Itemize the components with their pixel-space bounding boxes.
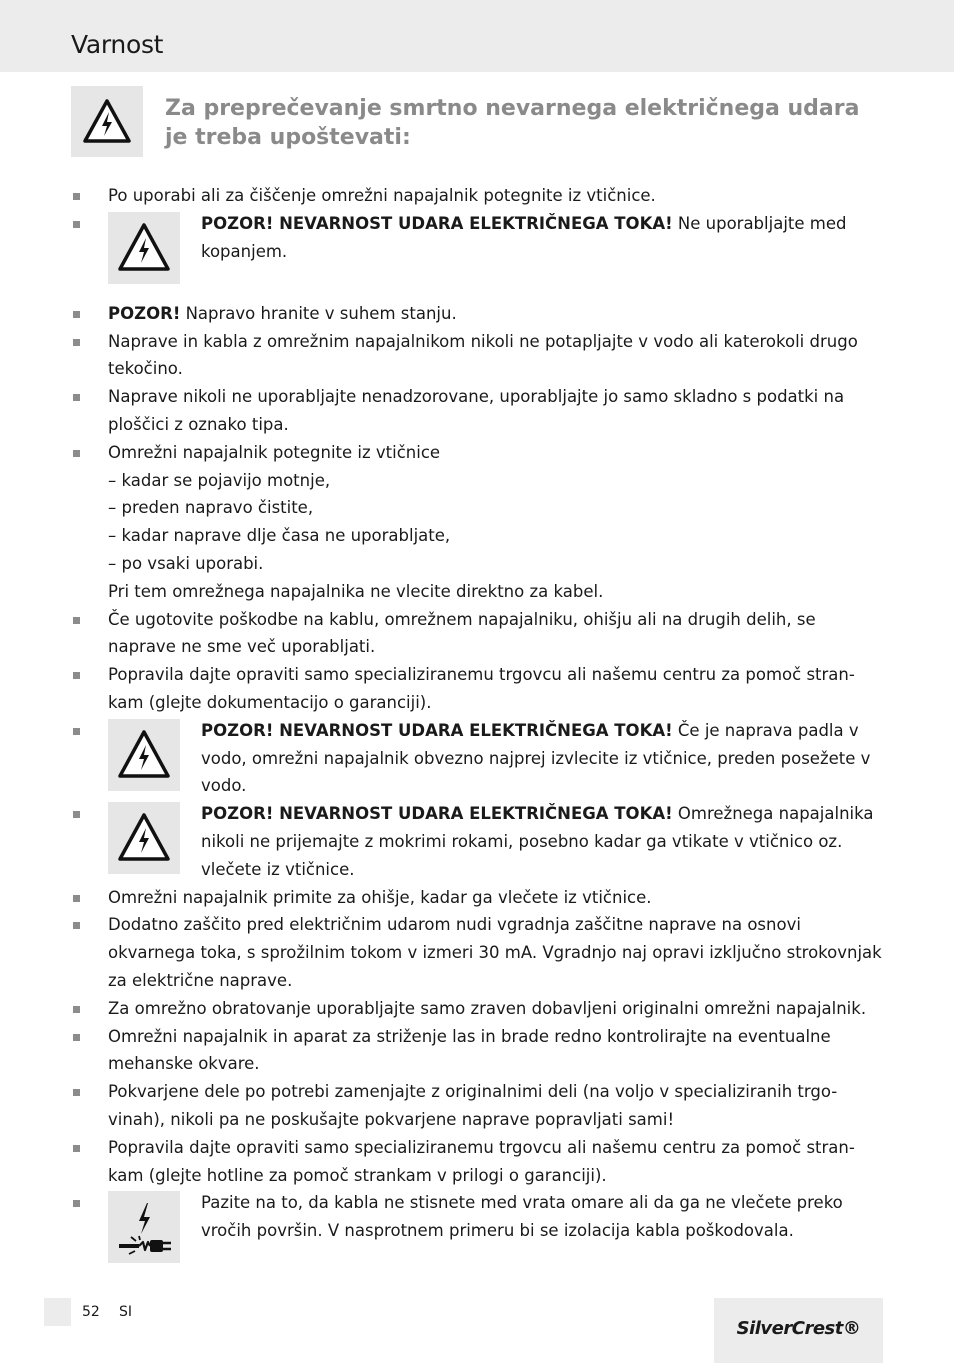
cable-icon-box [108,1191,180,1263]
list-item [71,182,883,210]
warning-label: POZOR! NEVARNOST UDARA ELEKTRIČNEGA TOKA! [201,213,673,233]
item-text: Napravo hranite v suhem stanju. [180,303,457,323]
item-text: Omrežni napajalnik primite za ohišje, kadar ga vlečete iz vtičnice. [108,887,652,907]
footer-marker [44,1298,71,1326]
brand-logo-text: SilverCrest® [736,1318,861,1339]
list-item [71,661,883,717]
list-item [71,1023,883,1079]
warning-icon-box [108,802,180,874]
list-item [71,884,883,912]
electric-shock-warning-icon [82,98,132,144]
bullet-icon [73,811,80,818]
electric-shock-warning-icon [117,222,171,272]
bullet-icon [73,339,80,346]
sub-item: – po vsaki uporabi. [108,553,264,573]
list-item-with-icon [71,800,883,883]
item-text: Omrežni napajalnik in aparat za striženje las in brade redno kontrolirajte na eventualne mehanske okvare. [108,1026,831,1074]
item-text: Za omrežno obratovanje uporabljajte samo zraven dobavljeni originalni omrežni napajalnik. [108,998,867,1018]
page-title: Varnost [71,30,164,59]
electric-shock-warning-icon [117,729,171,779]
list-item [71,300,883,328]
item-note: Pri tem omrežnega napajalnika ne vlecite direktno za kabel. [108,581,604,601]
list-item [71,383,883,439]
list-item [71,328,883,384]
item-text: Naprave nikoli ne uporabljajte nenadzorovane, uporabljajte jo samo skladno s podatki na ploščici z oznako tipa. [108,387,845,434]
bullet-icon [73,1034,80,1041]
item-text: Če ugotovite poškodbe na kablu, omrežnem napajalniku, ohišju ali na drugih delih, se naprave ne sme več uporabljati. [108,609,816,657]
sub-item: – kadar naprave dlje časa ne uporabljate, [108,526,451,546]
bullet-icon [73,922,80,929]
safety-list [71,182,883,1263]
list-item [71,1134,883,1190]
damaged-cable-icon [117,1201,173,1257]
bullet-icon [73,728,80,735]
item-text: Omrežnega napajalnika nikoli ne prijemajte z mokrimi rokami, posebno kadar ga vtikate v vtičnico oz. vlečete iz vtičnice. [201,804,874,879]
section-warning-box [71,86,143,157]
electric-shock-warning-icon [117,812,171,862]
item-text: Popravila dajte opraviti samo specializiranemu trgovcu ali našemu centru za pomoč stran-kam (glejte dokumentacijo o garanciji). [108,665,855,712]
list-item [71,606,883,662]
list-item [71,439,883,606]
bullet-icon [73,1089,80,1096]
item-text: Pokvarjene dele po potrebi zamenjajte z originalnimi deli (na voljo v specializiranih trgo-vinah), nikoli pa ne poskušajte pokvarjene naprave popravljati sami! [108,1082,838,1129]
list-item [71,1078,883,1134]
bullet-icon [73,1200,80,1207]
list-item-with-icon [71,1189,883,1263]
bullet-icon [73,221,80,228]
sub-item: – preden napravo čistite, [108,498,314,518]
bullet-icon [73,1006,80,1013]
list-item [71,911,883,994]
item-text: Dodatno zaščito pred električnim udarom nudi vgradnja zaščitne naprave na osnovi okvarnega toka, s sprožilnim tokom v izmeri 30 mA. Vgradnjo naj opravi izključno strokovnjak za električne naprave. [108,915,882,990]
item-text: Omrežni napajalnik potegnite iz vtičnice [108,442,441,462]
bullet-icon [73,311,80,318]
warning-icon-box [108,719,180,791]
list-item-with-icon [71,717,883,800]
warning-label: POZOR! NEVARNOST UDARA ELEKTRIČNEGA TOKA! [201,720,673,740]
bullet-icon [73,672,80,679]
item-text: Po uporabi ali za čiščenje omrežni napajalnik potegnite iz vtičnice. [108,186,656,205]
bullet-icon [73,450,80,457]
bullet-icon [73,895,80,902]
bullet-icon [73,193,80,200]
language-code: SI [119,1304,133,1320]
section-heading: Za preprečevanje smrtno nevarnega električnega udara je treba upoštevati: [165,96,860,150]
list-item-with-icon [71,210,883,284]
bullet-icon [73,617,80,624]
item-text: Popravila dajte opraviti samo specializiranemu trgovcu ali našemu centru za pomoč stran-kam (glejte hotline za pomoč strankam v prilogi o garanciji). [108,1137,855,1185]
item-text: Pazite na to, da kabla ne stisnete med vrata omare ali da ga ne vlečete preko vročih površin. V nasprotnem primeru bi se izolacija kabla poškodovala. [201,1193,843,1241]
bullet-icon [73,394,80,401]
page-number: 52 [82,1304,100,1320]
bullet-icon [73,1145,80,1152]
item-text: Naprave in kabla z omrežnim napajalnikom nikoli ne potapljajte v vodo ali katerokoli drugo tekočino. [108,331,858,379]
warning-label: POZOR! [108,303,181,323]
item-text: Ne uporabljajte med kopanjem. [201,213,847,261]
warning-label: POZOR! NEVARNOST UDARA ELEKTRIČNEGA TOKA! [201,804,673,824]
warning-icon-box [108,212,180,284]
brand-logo [714,1298,883,1363]
list-item [71,995,883,1023]
item-text: Če je naprava padla v vodo, omrežni napajalnik obvezno najprej izvlecite iz vtičnice, preden posežete v vodo. [201,720,871,796]
sub-item: – kadar se pojavijo motnje, [108,470,331,490]
